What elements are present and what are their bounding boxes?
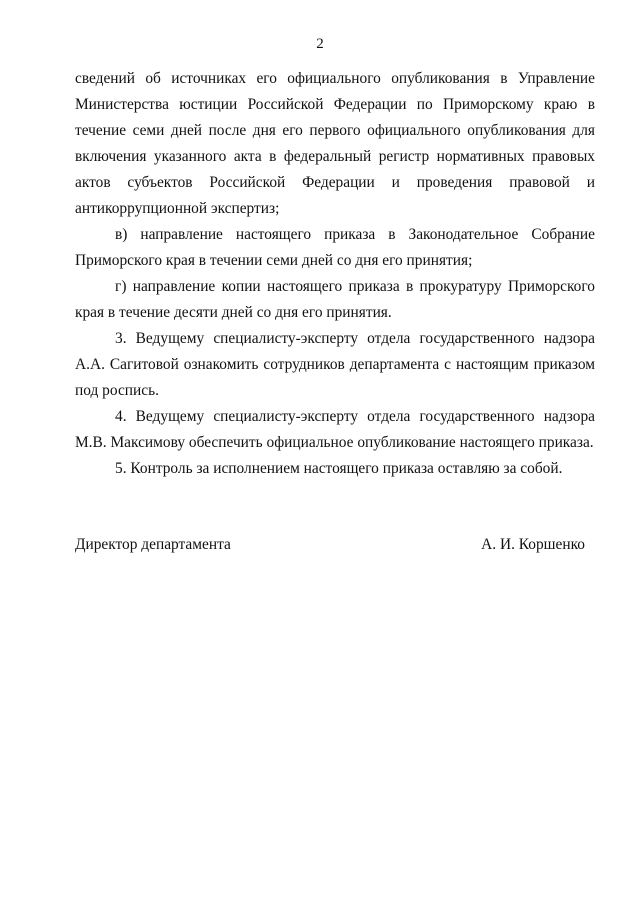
paragraph-continuation: сведений об источниках его официального опубликования в Управление Министерства юстиции Российской Федерации по Приморскому краю в течение семи дней после дня его первого официального опубликования для включения указанного акта в федеральный регистр нормативных правовых актов субъектов Российской Федерации и проведения правовой и антикоррупционной экспертиз;: [75, 70, 595, 217]
signatory-position: Директор департамента: [75, 536, 231, 553]
document-body: [75, 66, 595, 482]
signatory-name: А. И. Коршенко: [481, 536, 585, 553]
signature-block: [75, 532, 585, 558]
paragraph-item-g: г) направление копии настоящего приказа в прокуратуру Приморского края в течение десяти дней со дня его принятия.: [75, 278, 595, 321]
paragraph-item-5: 5. Контроль за исполнением настоящего приказа оставляю за собой.: [115, 460, 563, 477]
paragraph-item-v: в) направление настоящего приказа в Законодательное Собрание Приморского края в течении семи дней со дня его принятия;: [75, 226, 595, 269]
paragraph-item-3: 3. Ведущему специалисту-эксперту отдела государственного надзора А.А. Сагитовой ознакомить сотрудников департамента с настоящим приказом под роспись.: [75, 330, 595, 399]
paragraph-item-4: 4. Ведущему специалисту-эксперту отдела государственного надзора М.В. Максимову обеспечить официальное опубликование настоящего приказа.: [75, 408, 595, 451]
page-number: 2: [316, 36, 324, 52]
